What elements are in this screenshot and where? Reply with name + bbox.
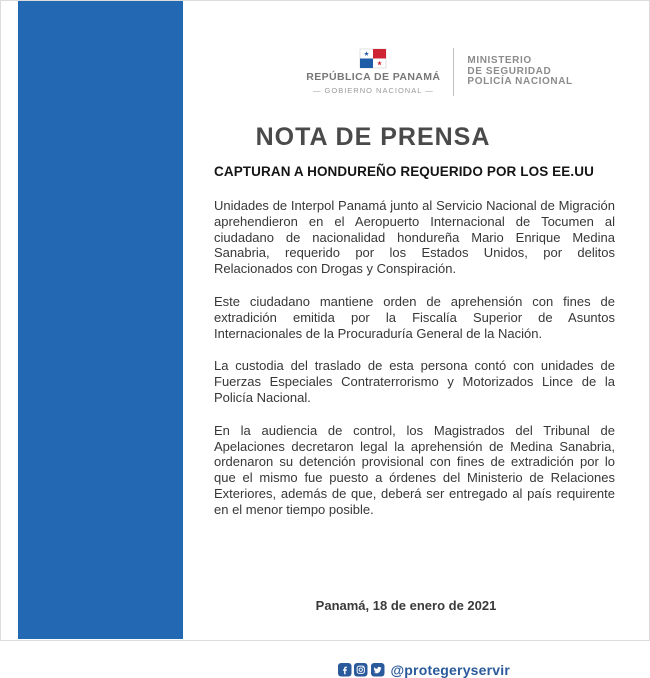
ministry-line-3: POLICÍA NACIONAL [467,76,573,88]
blue-side-bar [18,1,183,639]
facebook-icon[interactable] [338,663,352,677]
logo-divider [453,48,454,96]
press-release-content [184,1,647,678]
panama-flag-icon [360,49,386,68]
government-label: — GOBIERNO NACIONAL — [312,86,434,95]
social-handle[interactable]: @protegeryservir [390,661,511,678]
ministry-logo [467,56,572,88]
social-row [233,662,615,678]
twitter-icon[interactable] [371,663,385,677]
header-logos [264,48,615,96]
ministry-line-2: DE SEGURIDAD [467,65,552,77]
ministry-line-1: MINISTERIO [467,55,532,67]
republic-label: REPÚBLICA DE PANAMÁ [306,71,441,83]
instagram-icon[interactable] [354,663,368,677]
government-logo [306,49,440,95]
body-paragraph-2: Este ciudadano mantiene orden de aprehensión con fines de extradición emitida por la Fiscalía Superior de Asuntos Internacionales de la Procuraduría General de la Nación. [214,293,615,341]
body-paragraph-1: Unidades de Interpol Panamá junto al Servicio Nacional de Migración aprehendieron en el Aeropuerto Internacional de Tocumen al ciudadano de nacionalidad hondureña Mario Enrique Medina Sanabria, requerido por los Estados Unidos, por delitos Relacionados con Drogas y Conspiración. [214,198,615,277]
date-line: Panamá, 18 de enero de 2021 [315,597,497,613]
headline: CAPTURAN A HONDUREÑO REQUERIDO POR LOS EE.UU [214,164,594,179]
body-paragraph-4: En la audiencia de control, los Magistrados del Tribunal de Apelaciones decretaron legal la aprehensión de Medina Sanabria, ordenaron su detención provisional con fines de extradición por lo que el mismo fue puesto a órdenes del Ministerio de Relaciones Exteriores, además de que, deberá ser entregado al país requirente en el menor tiempo posible. [214,422,615,517]
body-paragraph-3: La custodia del traslado de esta persona contó con unidades de Fuerzas Especiales Contraterrorismo y Motorizados Lince de la Policía Nacional. [214,358,615,405]
press-release-title: NOTA DE PRENSA [255,123,491,151]
